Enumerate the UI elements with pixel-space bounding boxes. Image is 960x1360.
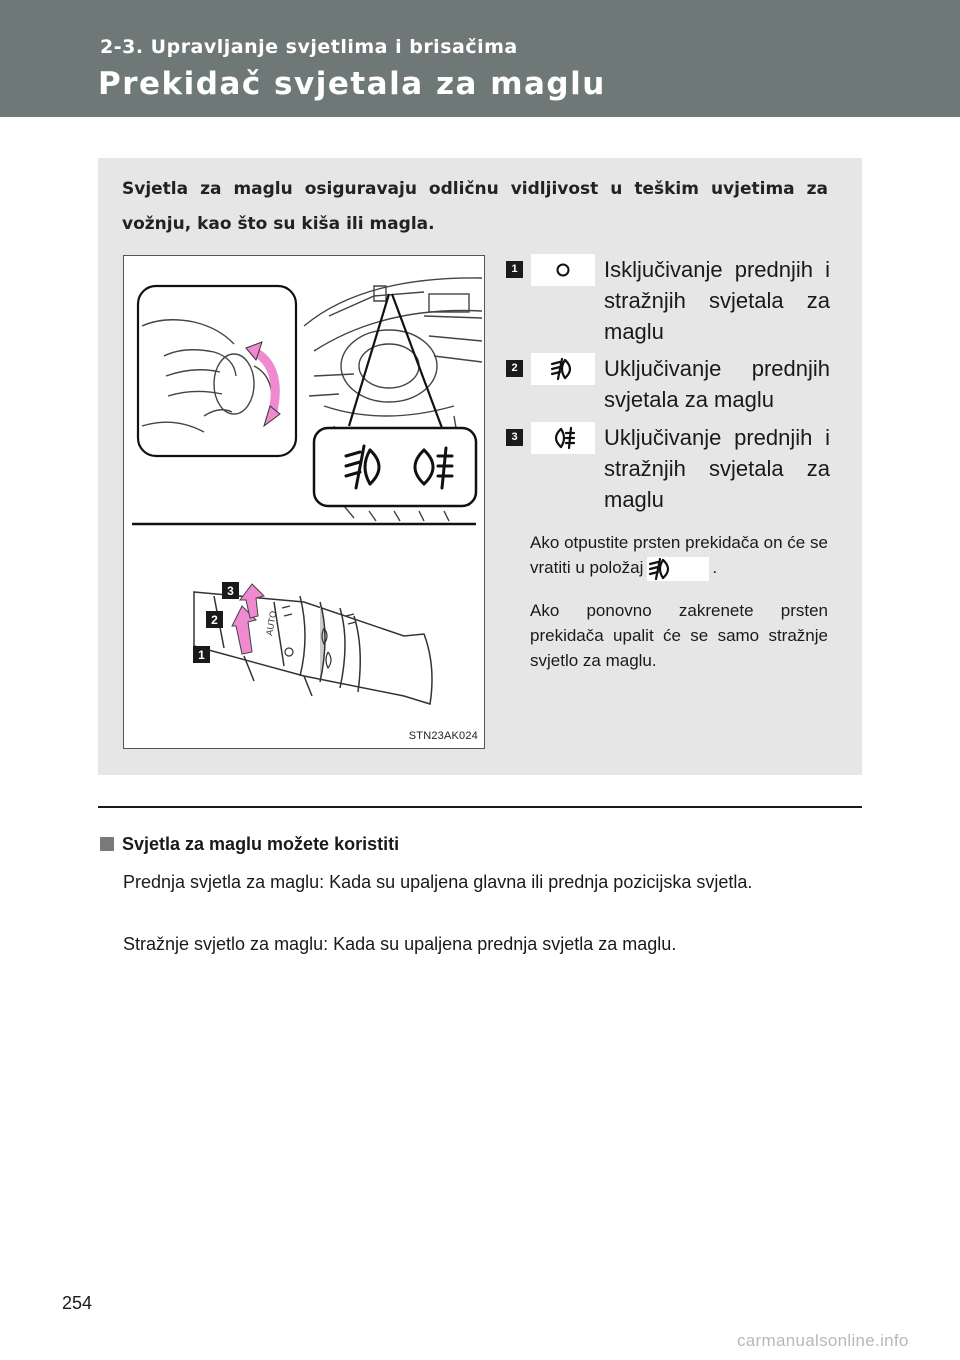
info-panel [98, 158, 862, 775]
page-number: 254 [62, 1293, 93, 1313]
list-item-front-fog [506, 353, 828, 417]
note-turn-ring-again: Ako ponovno zakrenete prsten prekidača upalit će se samo stražnje svjetlo za maglu. [530, 601, 828, 670]
square-bullet-icon [100, 837, 114, 851]
illustration-drawing [124, 256, 484, 748]
note-text-end: . [712, 558, 718, 577]
intro-text: Svjetla za maglu osiguravaju odličnu vidljivost u teškim uvjetima za vožnju, kao što su kiša ili magla. [122, 179, 828, 234]
item-number-badge: 2 [506, 360, 523, 377]
section-divider [98, 806, 862, 808]
section-heading [100, 834, 399, 855]
note-text: Ako otpustite prsten prekidača on će se vratiti u položaj [530, 533, 828, 577]
item-text: Uključivanje prednjih svjetala za maglu [604, 356, 830, 412]
callout-1: 1 [198, 648, 205, 662]
section-label: 2-3. Upravljanje svjetlima i brisačima [100, 36, 518, 58]
page-header [0, 0, 960, 117]
section-heading-text: Svjetla za maglu možete koristiti [122, 834, 400, 854]
rear-fog-usage-text: Stražnje svjetlo za maglu: Kada su upaljena prednja svjetla za maglu. [123, 934, 677, 954]
off-circle-icon [531, 254, 595, 286]
rear-fog-light-icon [531, 422, 595, 454]
page-title: Prekidač svjetala za maglu [98, 66, 606, 102]
callout-3: 3 [227, 584, 234, 598]
lever-ring-label: AUTO [264, 610, 279, 637]
front-fog-usage-text: Prednja svjetla za maglu: Kada su upaljena glavna ili prednja pozicijska svjetla. [123, 872, 753, 892]
item-text: Uključivanje prednjih i stražnjih svjetala za maglu [604, 425, 830, 512]
item-number-badge: 1 [506, 261, 523, 278]
item-number-badge: 3 [506, 429, 523, 446]
note-release-ring [530, 530, 828, 581]
item-text: Isključivanje prednjih i stražnjih svjetala za maglu [604, 257, 830, 344]
callout-2: 2 [211, 613, 218, 627]
watermark: carmanualsonline.info [737, 1331, 909, 1350]
list-item-off [506, 254, 828, 348]
list-item-rear-fog [506, 422, 828, 516]
fog-switch-illustration [123, 255, 485, 749]
front-fog-light-icon [531, 353, 595, 385]
front-fog-light-icon [647, 557, 709, 581]
figure-code: STN23AK024 [408, 730, 478, 742]
